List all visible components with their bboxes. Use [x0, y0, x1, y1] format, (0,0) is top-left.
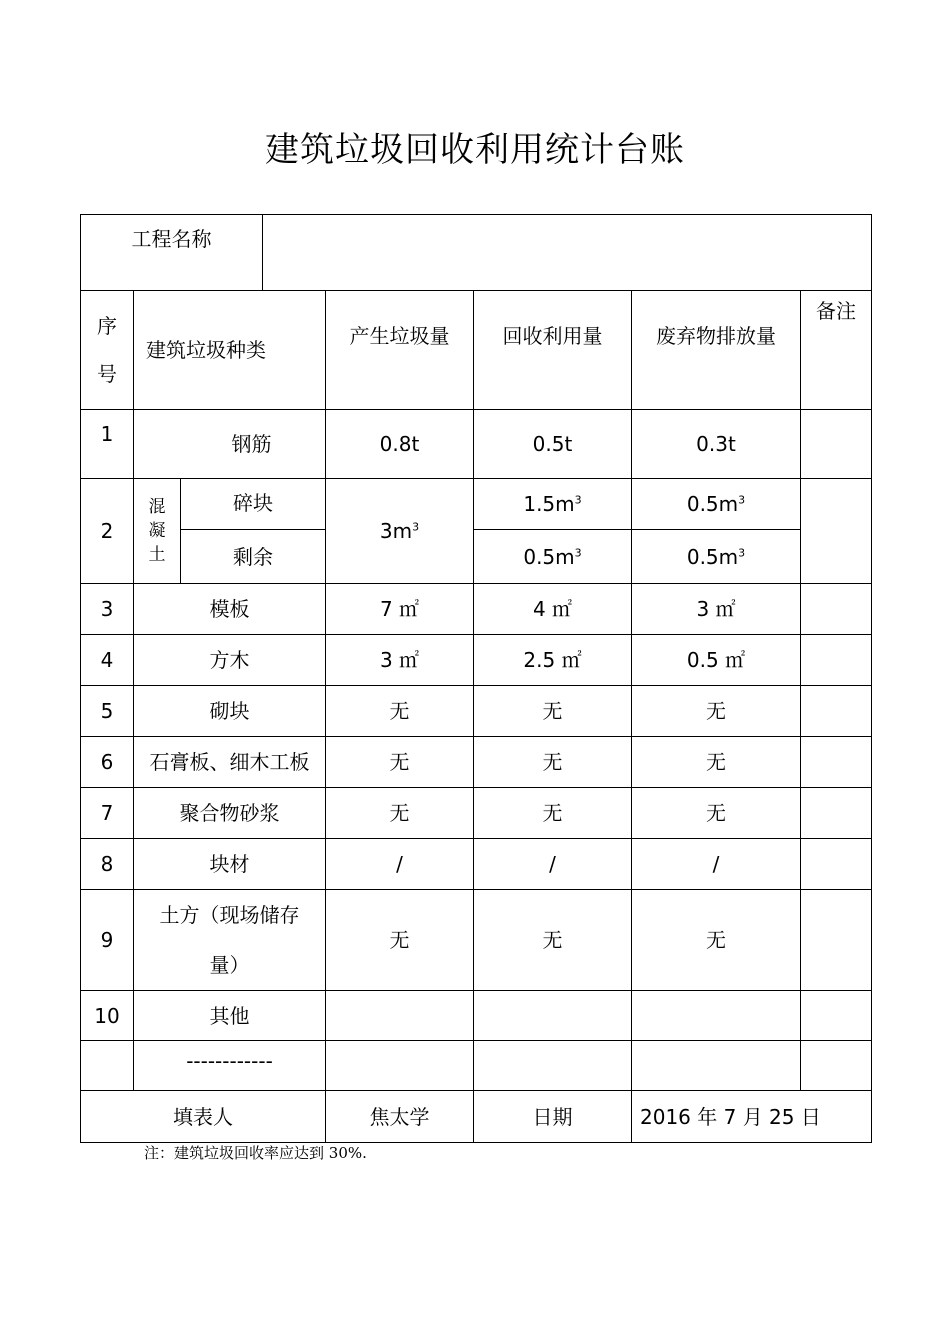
row-recycled: [474, 1041, 632, 1091]
row-number: 9: [81, 890, 134, 991]
table-row: [81, 686, 872, 737]
row-discharged: 无: [632, 788, 801, 839]
project-name-value: [263, 215, 872, 291]
row-recycled-unit-sup: 3: [574, 545, 582, 559]
row-remarks: [801, 584, 872, 635]
row-discharged: 0.3t: [632, 410, 801, 479]
row-type: 砌块: [134, 686, 326, 737]
row-remarks: [801, 1041, 872, 1091]
row-type: 钢筋: [134, 410, 326, 479]
row-generated: 无: [326, 788, 474, 839]
row-recycled: 4 ㎡: [474, 584, 632, 635]
row-number: 1: [81, 410, 134, 479]
project-row: [81, 215, 872, 291]
row-recycled-value: 1.5m: [523, 492, 575, 516]
date-label: 日期: [474, 1091, 632, 1143]
header-remarks: 备注: [801, 291, 872, 410]
row-recycled: /: [474, 839, 632, 890]
row-remarks: [801, 839, 872, 890]
row-recycled: 无: [474, 788, 632, 839]
filler-label: 填表人: [81, 1091, 326, 1143]
row-recycled: 0.5t: [474, 410, 632, 479]
header-type: 建筑垃圾种类: [134, 291, 326, 410]
statistics-table: [80, 214, 872, 1143]
page-title: 建筑垃圾回收利用统计台账: [265, 130, 685, 170]
row-generated: [326, 1041, 474, 1091]
table-row: [81, 991, 872, 1041]
row-discharged: 无: [632, 737, 801, 788]
row-generated: [326, 991, 474, 1041]
row-type-line-2: 量）: [209, 953, 250, 977]
row-discharged-value: 0.5m: [686, 544, 739, 569]
row-discharged: 3 ㎡: [632, 584, 801, 635]
row-generated-unit-sup: 3: [412, 520, 420, 534]
row-generated: /: [326, 839, 474, 890]
project-name-label: 工程名称: [81, 215, 263, 291]
table-row: [81, 890, 872, 991]
row-number: 8: [81, 839, 134, 890]
group-char-2: 凝: [148, 521, 166, 541]
row-generated-value: 3m: [379, 519, 413, 543]
row-generated: 无: [326, 737, 474, 788]
row-type: 石膏板、细木工板: [134, 737, 326, 788]
row-discharged: [632, 479, 801, 530]
header-recycled: 回收利用量: [474, 291, 632, 410]
row-recycled-unit-sup: 3: [574, 493, 582, 507]
row-recycled: 无: [474, 737, 632, 788]
row-generated: 无: [326, 890, 474, 991]
row-remarks: [801, 788, 872, 839]
row-subtype: 剩余: [181, 530, 326, 584]
row-number: 2: [81, 479, 134, 584]
table-row: [81, 1041, 872, 1091]
row-discharged: /: [632, 839, 801, 890]
row-number: [81, 1041, 134, 1091]
header-row: [81, 291, 872, 410]
header-seq: [81, 291, 134, 410]
row-generated: 7 ㎡: [326, 584, 474, 635]
row-group-concrete: [134, 479, 181, 584]
row-number: 7: [81, 788, 134, 839]
row-discharged: 无: [632, 686, 801, 737]
row-type: 模板: [134, 584, 326, 635]
row-recycled: 2.5 ㎡: [474, 635, 632, 686]
table-row: [81, 788, 872, 839]
row-type: 方木: [134, 635, 326, 686]
row-remarks: [801, 890, 872, 991]
filler-name: 焦太学: [326, 1091, 474, 1143]
row-subtype: 碎块: [181, 479, 326, 530]
header-generated: 产生垃圾量: [326, 291, 474, 410]
row-number: 4: [81, 635, 134, 686]
row-type: 聚合物砂浆: [134, 788, 326, 839]
date-value: 2016 年 7 月 25 日: [632, 1091, 872, 1143]
row-discharged: [632, 991, 801, 1041]
row-type-line-1: 土方（现场储存: [159, 903, 300, 927]
row-number: 3: [81, 584, 134, 635]
row-discharged-value: 0.5m: [686, 492, 739, 516]
table-row: [81, 839, 872, 890]
header-discharged: 废弃物排放量: [632, 291, 801, 410]
row-type: 块材: [134, 839, 326, 890]
row-recycled: [474, 991, 632, 1041]
row-remarks: [801, 991, 872, 1041]
table-row: [81, 410, 872, 479]
table-row: [81, 479, 872, 530]
header-seq-char-2: 号: [97, 362, 117, 386]
table-row: [81, 584, 872, 635]
row-discharged: [632, 530, 801, 584]
row-generated: [326, 479, 474, 584]
row-number: 10: [81, 991, 134, 1041]
row-remarks: [801, 635, 872, 686]
row-recycled: [474, 479, 632, 530]
table-row: [81, 530, 872, 584]
group-char-3: 土: [148, 545, 166, 565]
header-seq-char-1: 序: [97, 314, 117, 338]
row-discharged-unit-sup: 3: [738, 493, 746, 507]
group-char-1: 混: [148, 497, 166, 517]
row-type: [134, 890, 326, 991]
footnote: 注：建筑垃圾回收率应达到 30%.: [144, 1144, 367, 1162]
row-discharged: 无: [632, 890, 801, 991]
row-discharged-unit-sup: 3: [738, 545, 746, 559]
row-remarks: [801, 410, 872, 479]
row-recycled-value: 0.5m: [523, 544, 575, 569]
row-type: 其他: [134, 991, 326, 1041]
row-remarks: [801, 686, 872, 737]
footer-row: [81, 1091, 872, 1143]
row-recycled: 无: [474, 890, 632, 991]
row-type: ------------: [134, 1041, 326, 1091]
row-remarks: [801, 737, 872, 788]
table-row: [81, 737, 872, 788]
row-remarks: [801, 479, 872, 584]
row-recycled: [474, 530, 632, 584]
table-row: [81, 635, 872, 686]
row-generated: 3 ㎡: [326, 635, 474, 686]
row-number: 5: [81, 686, 134, 737]
row-recycled: 无: [474, 686, 632, 737]
row-discharged: [632, 1041, 801, 1091]
row-generated: 无: [326, 686, 474, 737]
row-generated: 0.8t: [326, 410, 474, 479]
row-number: 6: [81, 737, 134, 788]
row-discharged: 0.5 ㎡: [632, 635, 801, 686]
